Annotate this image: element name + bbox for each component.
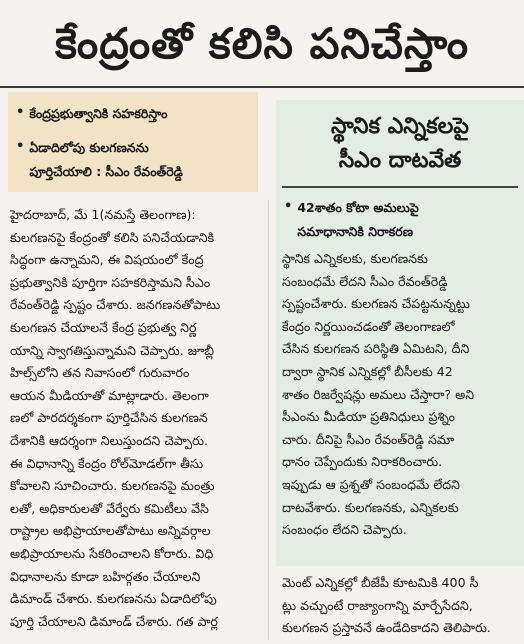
body-line: లతో, అధికారులతో వేర్వేరు కమిటీలు వేసి <box>10 500 209 516</box>
summary-bullet-line: పూర్తిచేయాలి : సీఎం రేవంత్‌రెడ్డి <box>29 164 183 179</box>
body-line: రేవంత్‌రెడ్డి స్పష్టం చేశారు. జనగణనతోపాటు <box>10 297 221 313</box>
body-line: కేంద్రం నిర్ణయించడంతో తెలంగాణలో <box>282 318 455 334</box>
body-line: సీఎంను మీడియా ప్రతినిధులు ప్రశ్నిం <box>282 409 456 425</box>
body-line: మెంట్ ఎన్నికల్లో బీజేపీ కూటమికి 400 సీ <box>282 575 479 590</box>
body-line: చారు. దీనిపై సీఎం రేవంత్‌రెడ్డి సమా <box>282 431 455 447</box>
body-line: సంబంధం లేదని చెప్పారు. <box>282 522 407 538</box>
body-line: ఇప్పుడు ఆ ప్రశ్నతో సంబంధమే లేదని <box>282 476 461 492</box>
body-line: సంబంధమే లేదని సీఎం రేవంత్‌రెడ్డి <box>282 273 448 289</box>
summary-bullet-line: ఏడాదిలోపు కులగణనను <box>29 140 149 155</box>
sidebar-title-line: సీఎం దాటవేత <box>338 148 462 173</box>
sidebar-bullet <box>284 196 518 244</box>
body-line: సిద్ధంగా ఉన్నామని, ఈ విషయంలో కేంద్ర <box>10 252 204 268</box>
summary-bullet <box>16 136 252 184</box>
body-line: హిల్స్‌లోని తన నివాసంలో గురువారం <box>10 365 190 381</box>
body-line: రాష్ట్రాల అభిప్రాయాలతోపాటు అన్నివర్గాల <box>10 523 211 539</box>
headline: కేంద్రంతో కలిసి పనిచేస్తాం <box>55 19 469 68</box>
body-line: ఆయన మీడియాతో మాట్లాడారు. తెలంగా <box>10 387 209 403</box>
body-line: హైదరాబాద్, మే 1(నమస్తే తెలంగాణ): <box>10 207 196 222</box>
left-article-body <box>10 204 264 633</box>
sidebar-title-line: స్థానిక ఎన్నికలపై <box>331 114 469 139</box>
body-line: విధానాలను కూడా బహిర్గతం చేయాలని <box>10 568 201 584</box>
summary-box <box>8 92 258 192</box>
body-line: కులగణన చేయాలనే కేంద్ర ప్రభుత్వ నిర్ణ <box>10 319 197 335</box>
bullet-icon: • <box>16 139 25 154</box>
body-line: కులగణనపై కేంద్రంతో కలిసి పనిచేయడానికి <box>10 229 215 245</box>
body-line: దాటవేశారు. కులగణనకు, ఎన్నికలకు <box>282 499 459 515</box>
body-line: స్థానిక ఎన్నికలకు, కులగణనకు <box>282 251 428 266</box>
sidebar-bullet-line: సమాధానానికి నిరాకరణ <box>297 224 414 239</box>
body-line: ధానం చెప్పేందుకు నిరాకరించారు. <box>282 454 443 470</box>
body-line: పూర్తి చేయాలని డిమాండ్ చేశారు. గత పార్ల <box>10 613 218 629</box>
body-line: ఈ విధానాన్ని కేంద్రం రోల్‌మోడల్‌గా తీసు <box>10 455 204 471</box>
sidebar-rule <box>282 186 518 188</box>
body-line: దేశానికి ఆదర్శంగా నిలుస్తుందని చెప్పారు. <box>10 432 208 448</box>
body-line: యాన్ని స్వాగతిస్తున్నామని చెప్పారు. జూబ్లీ <box>10 342 214 358</box>
summary-bullet-line: కేంద్రప్రభుత్వానికి సహకరిస్తాం <box>29 106 168 121</box>
body-line: ట్లు వచ్చుంటే రాజ్యాంగాన్ని మార్చేసేదని, <box>282 597 473 613</box>
column-divider <box>268 200 269 640</box>
bullet-icon: • <box>16 105 25 120</box>
sidebar-bullet-line: 42శాతం కోటా అమలుపై <box>297 200 419 215</box>
body-line: కోవాలని సూచించారు. కులగణనపై మంత్రు <box>10 478 215 494</box>
sidebar-story <box>276 100 524 566</box>
body-line: చేసిన కులగణన పరిస్థితి ఏమిటని, దీని <box>282 341 470 357</box>
summary-bullet <box>16 102 252 126</box>
body-line: ప్రభుత్వానికి పూర్తిగా సహకరిస్తామని సీఎం <box>10 274 211 290</box>
body-line: అభిప్రాయాలను సేకరించాలని కోరారు. విధి <box>10 545 214 561</box>
body-line: ద్వారా స్థానిక ఎన్నికల్లో బీసీలకు 42 <box>282 363 453 379</box>
sidebar-body <box>282 248 520 542</box>
body-line: కులగణన ప్రస్తావనే ఉండేదికాదని తెలిపారు. <box>282 620 491 636</box>
bullet-icon: • <box>284 199 293 214</box>
body-line: ణలో పారదర్శకంగా పూర్తిచేసిన కులగణన <box>10 410 208 426</box>
body-line: స్పష్టంచేశారు. కులగణన చేపట్టనున్నట్టు <box>282 296 470 312</box>
headline-rule <box>0 86 524 88</box>
body-line: డిమాండ్ చేశారు. కులగణనను ఏడాదిలోపు <box>10 591 217 607</box>
article-continuation <box>282 572 520 640</box>
body-line: శాతం రిజర్వేషన్లు అమలు చేస్తారా? అని <box>282 386 475 402</box>
